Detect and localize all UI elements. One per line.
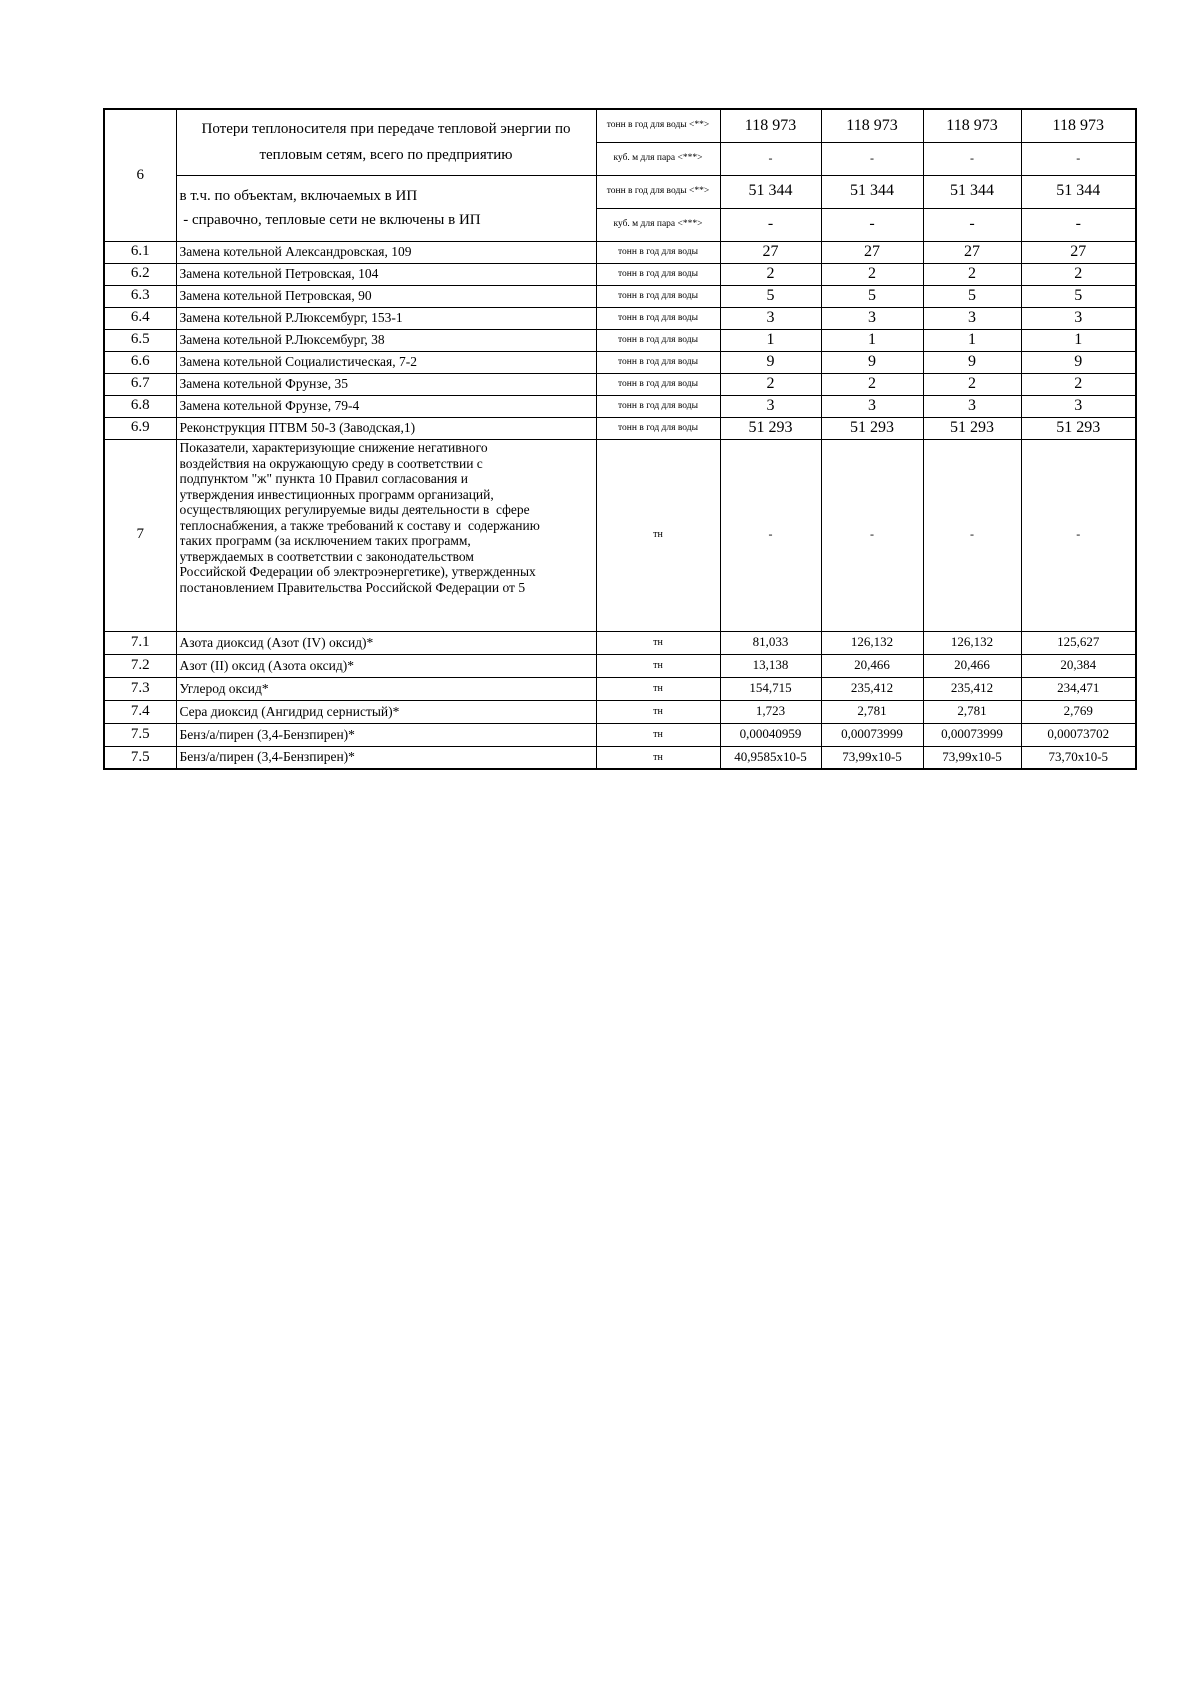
value-cell: 9 xyxy=(923,351,1021,373)
row-name: Замена котельной Фрунзе, 79-4 xyxy=(176,395,596,417)
value-cell: 73,99x10-5 xyxy=(821,746,923,769)
value-cell: 5 xyxy=(720,285,821,307)
value-cell: 0,00073702 xyxy=(1021,723,1136,746)
value-cell: 5 xyxy=(821,285,923,307)
row-name xyxy=(176,439,596,631)
value-cell: 118 973 xyxy=(923,109,1021,142)
value-cell: - xyxy=(923,208,1021,241)
row-number: 7.4 xyxy=(104,700,176,723)
value-cell: 2,781 xyxy=(821,700,923,723)
value-cell: 27 xyxy=(821,241,923,263)
row-number: 6.2 xyxy=(104,263,176,285)
value-cell: 73,70x10-5 xyxy=(1021,746,1136,769)
value-cell: - xyxy=(720,208,821,241)
row-name-line: воздействия на окружающую среду в соответствии с xyxy=(179,455,483,471)
value-cell: 2 xyxy=(923,373,1021,395)
row-number: 7 xyxy=(104,439,176,631)
value-cell: - xyxy=(720,142,821,175)
value-cell: 3 xyxy=(720,307,821,329)
row-name-line: утверждения инвестиционных программ организаций, xyxy=(179,486,494,502)
value-cell: 118 973 xyxy=(821,109,923,142)
row-name-line: подпунктом "ж" пункта 10 Правил согласования и xyxy=(179,471,468,487)
value-cell: - xyxy=(720,439,821,631)
value-cell: 3 xyxy=(720,395,821,417)
value-cell: 126,132 xyxy=(821,631,923,654)
table-row xyxy=(104,175,1136,208)
value-cell: 51 293 xyxy=(821,417,923,439)
value-cell: 126,132 xyxy=(923,631,1021,654)
unit-cell: тн xyxy=(596,654,720,677)
value-cell: 51 344 xyxy=(720,175,821,208)
table-row xyxy=(104,263,1136,285)
unit-cell: куб. м для пара <***> xyxy=(596,142,720,175)
unit-cell: тонн в год для воды xyxy=(596,241,720,263)
value-cell: 2 xyxy=(821,373,923,395)
row-name: Сера диоксид (Ангидрид сернистый)* xyxy=(176,700,596,723)
row-name: Замена котельной Петровская, 90 xyxy=(176,285,596,307)
unit-cell: тонн в год для воды xyxy=(596,351,720,373)
table-row xyxy=(104,329,1136,351)
unit-cell: тонн в год для воды <**> xyxy=(596,109,720,142)
table-row xyxy=(104,351,1136,373)
value-cell: 13,138 xyxy=(720,654,821,677)
table-row xyxy=(104,700,1136,723)
unit-cell: тонн в год для воды <**> xyxy=(596,175,720,208)
table-row xyxy=(104,417,1136,439)
value-cell: 9 xyxy=(720,351,821,373)
value-cell: - xyxy=(1021,208,1136,241)
value-cell: 27 xyxy=(1021,241,1136,263)
value-cell: 40,9585x10-5 xyxy=(720,746,821,769)
value-cell: 3 xyxy=(1021,307,1136,329)
value-cell: 81,033 xyxy=(720,631,821,654)
value-cell: 3 xyxy=(821,307,923,329)
unit-cell: тонн в год для воды xyxy=(596,285,720,307)
value-cell: 0,00073999 xyxy=(923,723,1021,746)
row-name: Азот (II) оксид (Азота оксид)* xyxy=(176,654,596,677)
value-cell: 235,412 xyxy=(923,677,1021,700)
table-row xyxy=(104,307,1136,329)
table-row xyxy=(104,109,1136,142)
value-cell: 51 344 xyxy=(1021,175,1136,208)
row-name-line: теплоснабжения, а также требований к составу и содержанию xyxy=(179,517,540,533)
row-name: Потери теплоносителя при передаче тепловой энергии по тепловым сетям, всего по предприятию xyxy=(176,109,596,175)
unit-cell: тонн в год для воды xyxy=(596,307,720,329)
unit-cell: тонн в год для воды xyxy=(596,329,720,351)
value-cell: - xyxy=(821,439,923,631)
row-name: Реконструкция ПТВМ 50-3 (Заводская,1) xyxy=(176,417,596,439)
value-cell: 2 xyxy=(821,263,923,285)
value-cell: 51 293 xyxy=(923,417,1021,439)
table-row xyxy=(104,677,1136,700)
value-cell: 3 xyxy=(923,395,1021,417)
table-row xyxy=(104,654,1136,677)
value-cell: 27 xyxy=(923,241,1021,263)
unit-cell: тн xyxy=(596,677,720,700)
row-name: Замена котельной Р.Люксембург, 153-1 xyxy=(176,307,596,329)
row-name xyxy=(176,175,596,241)
row-name-line: постановлением Правительства Российской Федерации от 5 xyxy=(179,579,526,595)
unit-cell: тн xyxy=(596,746,720,769)
row-name: Азота диоксид (Азот (IV) оксид)* xyxy=(176,631,596,654)
row-number: 6.9 xyxy=(104,417,176,439)
row-number: 6.4 xyxy=(104,307,176,329)
unit-cell: тн xyxy=(596,723,720,746)
value-cell: 27 xyxy=(720,241,821,263)
row-name-line: Российской Федерации об электроэнергетике), утвержденных xyxy=(179,564,536,580)
row-name-line: осуществляющих регулируемые виды деятельности в сфере xyxy=(179,502,530,518)
row-name-line: - справочно, тепловые сети не включены в ИП xyxy=(179,212,481,228)
unit-cell: тн xyxy=(596,700,720,723)
value-cell: 2 xyxy=(720,373,821,395)
table-row xyxy=(104,241,1136,263)
value-cell: - xyxy=(923,142,1021,175)
row-number: 6.3 xyxy=(104,285,176,307)
row-number: 6 xyxy=(104,109,176,241)
value-cell: 20,384 xyxy=(1021,654,1136,677)
value-cell: - xyxy=(1021,439,1136,631)
value-cell: 2 xyxy=(720,263,821,285)
row-number: 7.5 xyxy=(104,723,176,746)
table-row xyxy=(104,285,1136,307)
value-cell: - xyxy=(821,142,923,175)
row-name: Бенз/а/пирен (3,4-Бензпирен)* xyxy=(176,746,596,769)
row-name-line: Показатели, характеризующие снижение негативного xyxy=(179,440,488,455)
value-cell: 118 973 xyxy=(1021,109,1136,142)
value-cell: 1 xyxy=(821,329,923,351)
value-cell: 1 xyxy=(720,329,821,351)
unit-cell: тонн в год для воды xyxy=(596,263,720,285)
value-cell: 0,00073999 xyxy=(821,723,923,746)
document-table xyxy=(103,108,1137,770)
value-cell: 125,627 xyxy=(1021,631,1136,654)
row-name: Замена котельной Александровская, 109 xyxy=(176,241,596,263)
unit-cell: тн xyxy=(596,439,720,631)
value-cell: 51 344 xyxy=(923,175,1021,208)
row-number: 6.5 xyxy=(104,329,176,351)
table-row xyxy=(104,746,1136,769)
value-cell: 5 xyxy=(1021,285,1136,307)
value-cell: 3 xyxy=(923,307,1021,329)
value-cell: 0,00040959 xyxy=(720,723,821,746)
row-number: 6.6 xyxy=(104,351,176,373)
value-cell: 1 xyxy=(923,329,1021,351)
row-name-line: утверждаемых в соответствии с законодательством xyxy=(179,548,474,564)
row-number: 6.1 xyxy=(104,241,176,263)
value-cell: 3 xyxy=(1021,395,1136,417)
value-cell: - xyxy=(923,439,1021,631)
table-row xyxy=(104,631,1136,654)
value-cell: 2 xyxy=(923,263,1021,285)
row-name: Замена котельной Социалистическая, 7-2 xyxy=(176,351,596,373)
value-cell: 20,466 xyxy=(923,654,1021,677)
table-row xyxy=(104,373,1136,395)
row-name-line: таких программ (за исключением таких программ, xyxy=(179,533,471,549)
row-number: 7.5 xyxy=(104,746,176,769)
value-cell: 51 344 xyxy=(821,175,923,208)
row-name: Углерод оксид* xyxy=(176,677,596,700)
unit-cell: тонн в год для воды xyxy=(596,395,720,417)
row-name: Замена котельной Фрунзе, 35 xyxy=(176,373,596,395)
unit-cell: куб. м для пара <***> xyxy=(596,208,720,241)
table-row xyxy=(104,395,1136,417)
row-name-line: в т.ч. по объектам, включаемых в ИП xyxy=(179,188,418,204)
unit-cell: тонн в год для воды xyxy=(596,373,720,395)
value-cell: 9 xyxy=(1021,351,1136,373)
value-cell: - xyxy=(1021,142,1136,175)
value-cell: 2 xyxy=(1021,263,1136,285)
table-row xyxy=(104,723,1136,746)
value-cell: 2,781 xyxy=(923,700,1021,723)
row-number: 7.1 xyxy=(104,631,176,654)
row-number: 6.8 xyxy=(104,395,176,417)
value-cell: 234,471 xyxy=(1021,677,1136,700)
value-cell: 5 xyxy=(923,285,1021,307)
value-cell: - xyxy=(821,208,923,241)
value-cell: 2,769 xyxy=(1021,700,1136,723)
value-cell: 118 973 xyxy=(720,109,821,142)
value-cell: 20,466 xyxy=(821,654,923,677)
unit-cell: тн xyxy=(596,631,720,654)
value-cell: 235,412 xyxy=(821,677,923,700)
row-name: Бенз/а/пирен (3,4-Бензпирен)* xyxy=(176,723,596,746)
value-cell: 3 xyxy=(821,395,923,417)
value-cell: 1,723 xyxy=(720,700,821,723)
value-cell: 51 293 xyxy=(1021,417,1136,439)
value-cell: 2 xyxy=(1021,373,1136,395)
table-row xyxy=(104,439,1136,631)
row-number: 7.3 xyxy=(104,677,176,700)
row-number: 6.7 xyxy=(104,373,176,395)
value-cell: 51 293 xyxy=(720,417,821,439)
row-name: Замена котельной Петровская, 104 xyxy=(176,263,596,285)
value-cell: 73,99x10-5 xyxy=(923,746,1021,769)
row-name: Замена котельной Р.Люксембург, 38 xyxy=(176,329,596,351)
value-cell: 154,715 xyxy=(720,677,821,700)
value-cell: 1 xyxy=(1021,329,1136,351)
value-cell: 9 xyxy=(821,351,923,373)
unit-cell: тонн в год для воды xyxy=(596,417,720,439)
row-number: 7.2 xyxy=(104,654,176,677)
